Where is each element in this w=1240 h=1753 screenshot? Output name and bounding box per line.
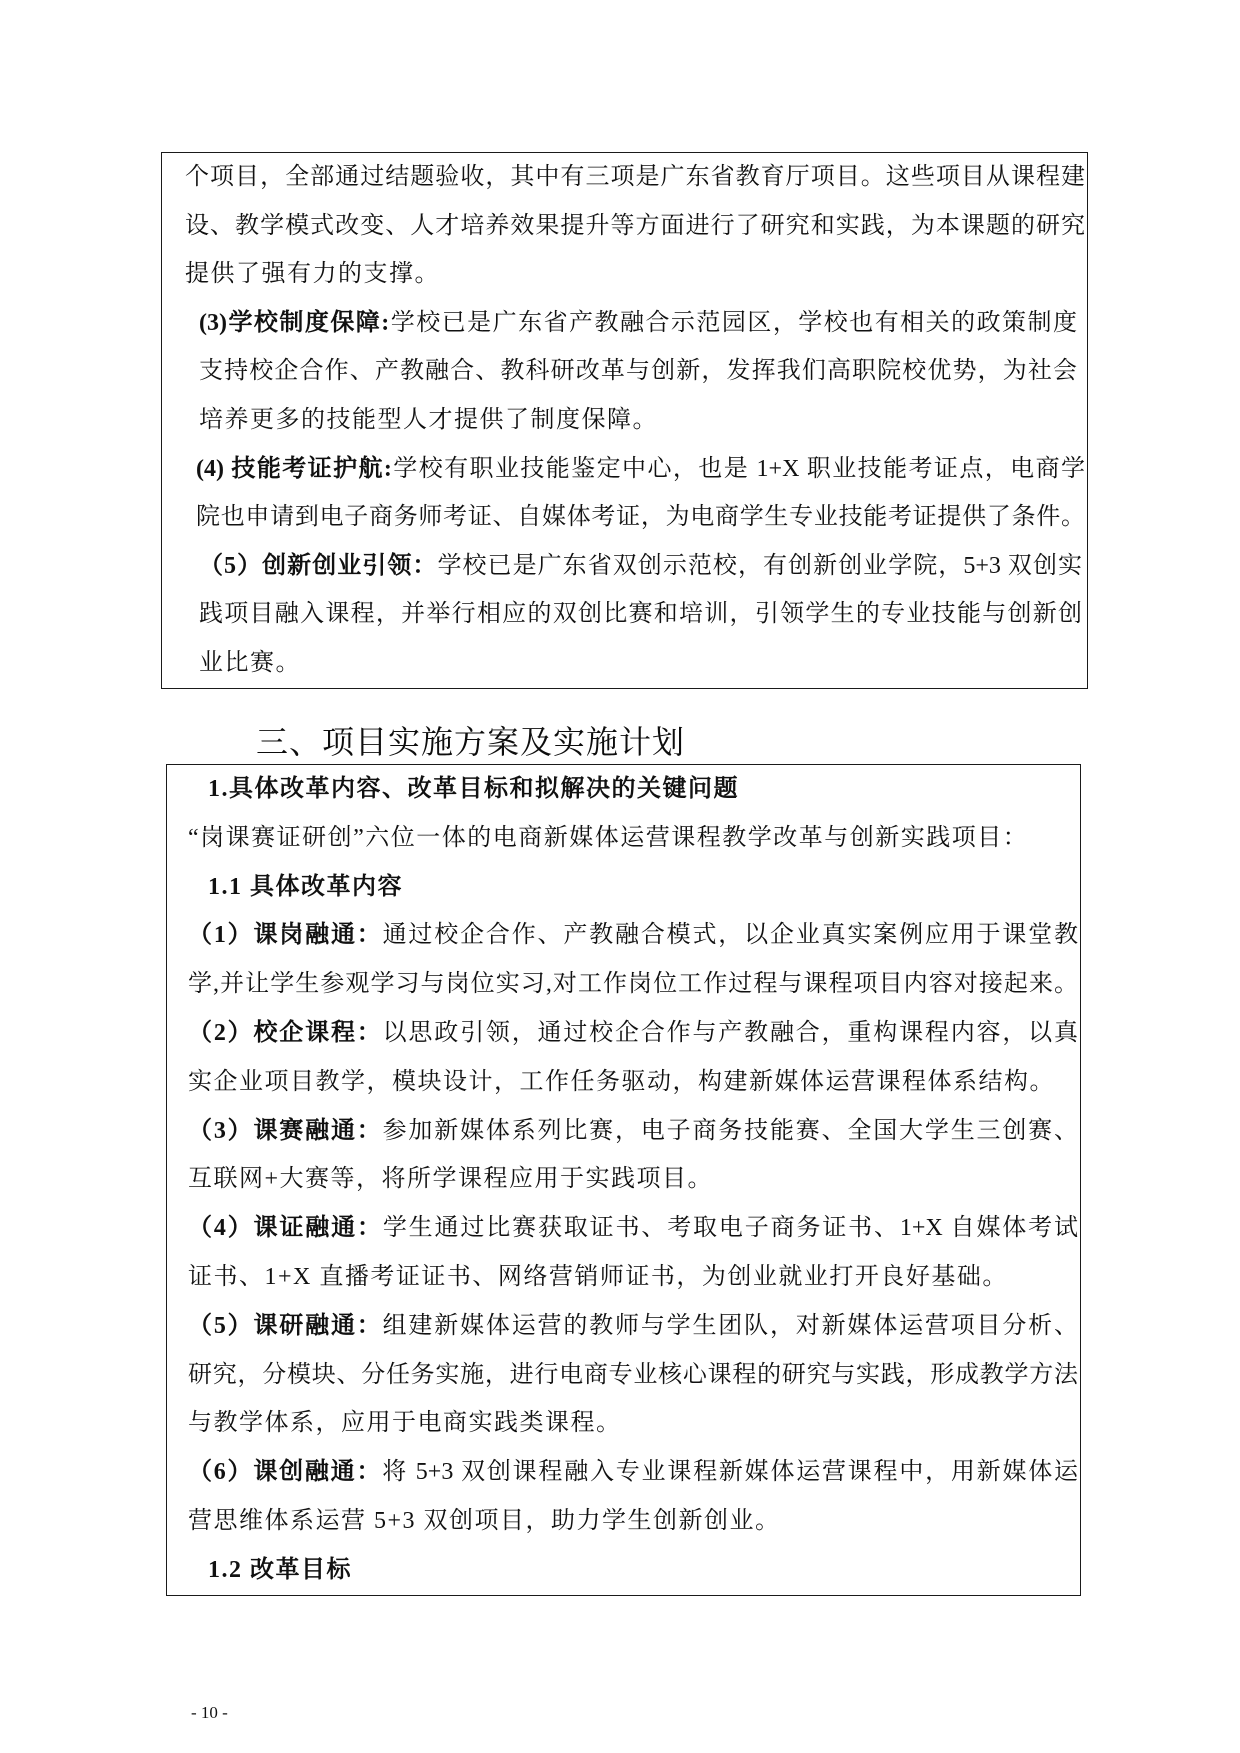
text-line — [199, 299, 1077, 348]
reform-item — [188, 1009, 1078, 1107]
institutional-guarantee-paragraph — [199, 299, 1077, 445]
text-line: 学,并让学生参观学习与岗位实习,对工作岗位工作过程与课程项目内容对接起来。 — [188, 971, 1078, 998]
line-text: 参加新媒体系列比赛，电子商务技能赛、全国大学生三创赛、 — [382, 1117, 1079, 1144]
text-line: 实企业项目教学，模块设计，工作任务驱动，构建新媒体运营课程体系结构。 — [188, 1068, 1055, 1095]
reform-item — [188, 1204, 1078, 1302]
text-line — [199, 542, 1082, 591]
subsection-heading: 1.1 具体改革内容 — [208, 873, 403, 900]
text-line: 提供了强有力的支撑。 — [185, 261, 440, 288]
text-line: 支持校企合作、产教融合、教科研改革与创新，发挥我们高职院校优势，为社会 — [199, 358, 1077, 385]
reform-item — [188, 911, 1078, 1009]
reform-item — [188, 1302, 1078, 1448]
text-line: 院也申请到电子商务师考证、自媒体考证，为电商学生专业技能考证提供了条件。 — [196, 504, 1085, 531]
reform-item — [188, 1107, 1078, 1205]
continued-table-cell — [161, 152, 1088, 689]
text-line — [188, 1302, 1078, 1351]
project-intro-line: “岗课赛证研创”六位一体的电商新媒体运营课程教学改革与创新实践项目： — [188, 824, 1029, 851]
innovation-entrepreneurship-paragraph — [199, 542, 1082, 688]
text-line — [188, 1204, 1078, 1253]
line-text: 通过校企合作、产教融合模式，以企业真实案例应用于课堂教 — [382, 922, 1079, 949]
line-text: 学生通过比赛获取证书、考取电子商务证书、1+X 自媒体考试 — [382, 1215, 1079, 1242]
line-text: 学校已是广东省产教融合示范园区，学校也有相关的政策制度 — [389, 309, 1077, 336]
paragraph-lead: （5）创新创业引领： — [199, 552, 438, 579]
section-title: 三、项目实施方案及实施计划 — [256, 724, 686, 760]
line-text: 组建新媒体运营的教师与学生团队，对新媒体运营项目分析、 — [382, 1312, 1079, 1339]
text-line: 证书、1+X 直播考证证书、网络营销师证书，为创业就业打开良好基础。 — [188, 1263, 1008, 1290]
skill-certification-paragraph — [196, 445, 1085, 542]
text-line: 个项目，全部通过结题验收，其中有三项是广东省教育厅项目。这些项目从课程建 — [185, 164, 1085, 190]
line-text: 学校有职业技能鉴定中心，也是 1+X 职业技能考证点，电商学 — [391, 455, 1085, 482]
text-line — [188, 911, 1078, 960]
subsection-heading: 1.2 改革目标 — [208, 1556, 352, 1583]
page-number: - 10 - — [191, 1703, 228, 1722]
paragraph-lead: (4) 技能考证护航: — [196, 455, 392, 482]
text-line: 践项目融入课程，并举行相应的双创比赛和培训，引领学生的专业技能与创新创 — [199, 601, 1082, 628]
text-line: 设、教学模式改变、人才培养效果提升等方面进行了研究和实践，为本课题的研究 — [185, 212, 1085, 239]
text-line: 业比赛。 — [199, 649, 301, 676]
item-lead: （6）课创融通： — [188, 1459, 383, 1486]
text-line: 培养更多的技能型人才提供了制度保障。 — [199, 406, 658, 433]
item-lead: （3）课赛融通： — [188, 1117, 383, 1144]
implementation-table-cell — [166, 764, 1081, 1596]
subsection-heading: 1.具体改革内容、改革目标和拟解决的关键问题 — [208, 776, 739, 802]
text-line — [188, 1009, 1078, 1058]
text-line: 互联网+大赛等，将所学课程应用于实践项目。 — [188, 1166, 714, 1193]
text-line — [196, 445, 1085, 494]
reform-item — [188, 1448, 1078, 1546]
item-lead: （2）校企课程： — [188, 1019, 383, 1046]
line-text: 以思政引领，通过校企合作与产教融合，重构课程内容，以真 — [382, 1019, 1079, 1046]
item-lead: （1）课岗融通： — [188, 922, 383, 949]
item-lead: （5）课研融通： — [188, 1312, 383, 1339]
paragraph-lead: (3)学校制度保障: — [199, 309, 390, 336]
text-line: 研究，分模块、分任务实施，进行电商专业核心课程的研究与实践，形成教学方法 — [188, 1361, 1078, 1388]
text-line: 与教学体系，应用于电商实践类课程。 — [188, 1410, 622, 1437]
item-lead: （4）课证融通： — [188, 1215, 383, 1242]
text-line — [188, 1107, 1078, 1156]
line-text: 将 5+3 双创课程融入专业课程新媒体运营课程中，用新媒体运 — [382, 1459, 1078, 1486]
line-text: 学校已是广东省双创示范校，有创新创业学院，5+3 双创实 — [437, 552, 1082, 579]
text-line: 营思维体系运营 5+3 双创项目，助力学生创新创业。 — [188, 1507, 781, 1534]
research-support-paragraph — [185, 153, 1085, 299]
text-line — [188, 1448, 1078, 1497]
